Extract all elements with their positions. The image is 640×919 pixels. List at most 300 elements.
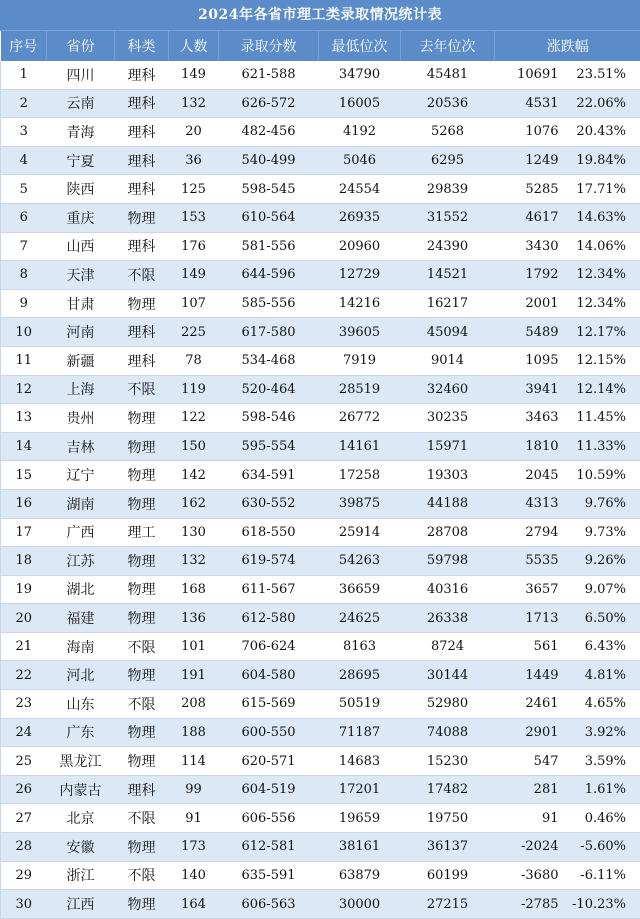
cell-index: 18 [1, 547, 47, 576]
cell-subject: 理工 [115, 518, 169, 547]
cell-count: 208 [169, 690, 219, 719]
cell-count: 132 [169, 547, 219, 576]
cell-province: 湖北 [47, 575, 115, 604]
cell-last-year-rank: 6295 [401, 146, 495, 175]
cell-count: 91 [169, 804, 219, 833]
cell-last-year-rank: 32460 [401, 375, 495, 404]
cell-min-rank: 34790 [319, 61, 401, 89]
cell-score-range: 606-556 [219, 804, 319, 833]
table-row [1, 747, 640, 776]
cell-province: 山西 [47, 232, 115, 261]
cell-subject: 物理 [115, 461, 169, 490]
cell-subject: 物理 [115, 661, 169, 690]
cell-change-amount: -3680 [495, 861, 561, 890]
cell-min-rank: 7919 [319, 346, 401, 375]
cell-subject: 不限 [115, 861, 169, 890]
table-row [1, 833, 640, 862]
table-row [1, 146, 640, 175]
cell-last-year-rank: 36137 [401, 833, 495, 862]
cell-change-percent: 20.43% [561, 118, 640, 147]
cell-subject: 不限 [115, 632, 169, 661]
cell-subject: 理科 [115, 775, 169, 804]
cell-min-rank: 28519 [319, 375, 401, 404]
cell-min-rank: 71187 [319, 718, 401, 747]
cell-last-year-rank: 14521 [401, 261, 495, 290]
cell-min-rank: 24554 [319, 175, 401, 204]
cell-index: 1 [1, 61, 47, 89]
cell-change-percent: 0.46% [561, 804, 640, 833]
cell-change-amount: 91 [495, 804, 561, 833]
cell-last-year-rank: 20536 [401, 89, 495, 118]
cell-last-year-rank: 15971 [401, 432, 495, 461]
cell-score-range: 520-464 [219, 375, 319, 404]
table-row [1, 575, 640, 604]
cell-index: 22 [1, 661, 47, 690]
cell-subject: 理科 [115, 318, 169, 347]
cell-index: 29 [1, 861, 47, 890]
cell-change-amount: 4531 [495, 89, 561, 118]
cell-index: 5 [1, 175, 47, 204]
cell-score-range: 600-550 [219, 718, 319, 747]
cell-province: 甘肃 [47, 289, 115, 318]
table-title: 2024年各省市理工类录取情况统计表 [0, 0, 640, 31]
cell-subject: 理科 [115, 146, 169, 175]
cell-count: 153 [169, 203, 219, 232]
cell-subject: 物理 [115, 404, 169, 433]
cell-subject: 物理 [115, 289, 169, 318]
cell-last-year-rank: 28708 [401, 518, 495, 547]
cell-count: 132 [169, 89, 219, 118]
cell-count: 101 [169, 632, 219, 661]
cell-province: 河北 [47, 661, 115, 690]
cell-change-percent: 23.51% [561, 61, 640, 89]
cell-count: 173 [169, 833, 219, 862]
cell-change-amount: 281 [495, 775, 561, 804]
cell-score-range: 644-596 [219, 261, 319, 290]
cell-min-rank: 12729 [319, 261, 401, 290]
cell-count: 107 [169, 289, 219, 318]
cell-count: 176 [169, 232, 219, 261]
cell-change-percent: 12.34% [561, 261, 640, 290]
cell-min-rank: 14161 [319, 432, 401, 461]
cell-score-range: 635-591 [219, 861, 319, 890]
cell-subject: 物理 [115, 604, 169, 633]
admission-table [0, 31, 640, 919]
cell-province: 北京 [47, 804, 115, 833]
cell-score-range: 482-456 [219, 118, 319, 147]
cell-change-amount: 2901 [495, 718, 561, 747]
cell-province: 海南 [47, 632, 115, 661]
cell-change-percent: 22.06% [561, 89, 640, 118]
cell-change-percent: -5.60% [561, 833, 640, 862]
cell-subject: 理科 [115, 118, 169, 147]
cell-count: 162 [169, 489, 219, 518]
cell-last-year-rank: 31552 [401, 203, 495, 232]
table-row [1, 775, 640, 804]
cell-score-range: 626-572 [219, 89, 319, 118]
cell-province: 陕西 [47, 175, 115, 204]
cell-min-rank: 8163 [319, 632, 401, 661]
cell-last-year-rank: 74088 [401, 718, 495, 747]
cell-count: 125 [169, 175, 219, 204]
cell-count: 78 [169, 346, 219, 375]
cell-last-year-rank: 19750 [401, 804, 495, 833]
cell-count: 188 [169, 718, 219, 747]
cell-change-percent: 6.50% [561, 604, 640, 633]
table-row [1, 861, 640, 890]
cell-min-rank: 4192 [319, 118, 401, 147]
table-row [1, 718, 640, 747]
cell-last-year-rank: 40316 [401, 575, 495, 604]
cell-min-rank: 24625 [319, 604, 401, 633]
cell-province: 上海 [47, 375, 115, 404]
cell-province: 内蒙古 [47, 775, 115, 804]
cell-subject: 物理 [115, 747, 169, 776]
cell-count: 149 [169, 261, 219, 290]
cell-min-rank: 39875 [319, 489, 401, 518]
cell-change-percent: 14.06% [561, 232, 640, 261]
cell-province: 江西 [47, 890, 115, 919]
cell-min-rank: 28695 [319, 661, 401, 690]
cell-subject: 物理 [115, 575, 169, 604]
cell-index: 2 [1, 89, 47, 118]
cell-subject: 理科 [115, 232, 169, 261]
cell-last-year-rank: 26338 [401, 604, 495, 633]
cell-last-year-rank: 27215 [401, 890, 495, 919]
cell-change-percent: 12.17% [561, 318, 640, 347]
cell-change-percent: 14.63% [561, 203, 640, 232]
cell-last-year-rank: 15230 [401, 747, 495, 776]
cell-index: 10 [1, 318, 47, 347]
cell-change-percent: 12.14% [561, 375, 640, 404]
cell-change-amount: 3430 [495, 232, 561, 261]
cell-change-amount: 2794 [495, 518, 561, 547]
cell-min-rank: 50519 [319, 690, 401, 719]
cell-score-range: 617-580 [219, 318, 319, 347]
cell-min-rank: 17258 [319, 461, 401, 490]
cell-score-range: 595-554 [219, 432, 319, 461]
cell-province: 安徽 [47, 833, 115, 862]
cell-subject: 理科 [115, 61, 169, 89]
cell-index: 27 [1, 804, 47, 833]
table-row [1, 461, 640, 490]
cell-subject: 理科 [115, 89, 169, 118]
cell-change-amount: 10691 [495, 61, 561, 89]
cell-score-range: 534-468 [219, 346, 319, 375]
cell-province: 浙江 [47, 861, 115, 890]
cell-last-year-rank: 5268 [401, 118, 495, 147]
cell-score-range: 540-499 [219, 146, 319, 175]
header-index: 序号 [1, 31, 47, 61]
cell-change-amount: 2461 [495, 690, 561, 719]
header-last-year-rank: 去年位次 [401, 31, 495, 61]
cell-index: 23 [1, 690, 47, 719]
cell-province: 福建 [47, 604, 115, 633]
cell-subject: 物理 [115, 718, 169, 747]
cell-subject: 物理 [115, 203, 169, 232]
cell-last-year-rank: 45481 [401, 61, 495, 89]
cell-last-year-rank: 44188 [401, 489, 495, 518]
cell-index: 9 [1, 289, 47, 318]
cell-score-range: 615-569 [219, 690, 319, 719]
cell-province: 黑龙江 [47, 747, 115, 776]
cell-change-percent: 4.81% [561, 661, 640, 690]
table-row [1, 632, 640, 661]
cell-min-rank: 26772 [319, 404, 401, 433]
cell-score-range: 619-574 [219, 547, 319, 576]
cell-min-rank: 19659 [319, 804, 401, 833]
cell-change-percent: 9.76% [561, 489, 640, 518]
cell-change-amount: 3657 [495, 575, 561, 604]
cell-index: 24 [1, 718, 47, 747]
cell-min-rank: 20960 [319, 232, 401, 261]
cell-province: 天津 [47, 261, 115, 290]
cell-change-percent: 9.73% [561, 518, 640, 547]
cell-change-amount: 561 [495, 632, 561, 661]
cell-index: 28 [1, 833, 47, 862]
cell-change-percent: -6.11% [561, 861, 640, 890]
cell-count: 122 [169, 404, 219, 433]
cell-change-percent: 12.15% [561, 346, 640, 375]
cell-last-year-rank: 19303 [401, 461, 495, 490]
cell-province: 新疆 [47, 346, 115, 375]
table-row [1, 346, 640, 375]
cell-score-range: 620-571 [219, 747, 319, 776]
cell-province: 广东 [47, 718, 115, 747]
cell-change-amount: 1810 [495, 432, 561, 461]
cell-count: 114 [169, 747, 219, 776]
cell-count: 164 [169, 890, 219, 919]
cell-count: 130 [169, 518, 219, 547]
cell-province: 辽宁 [47, 461, 115, 490]
cell-change-percent: 6.43% [561, 632, 640, 661]
cell-change-percent: 11.33% [561, 432, 640, 461]
cell-change-percent: 9.07% [561, 575, 640, 604]
cell-score-range: 611-567 [219, 575, 319, 604]
cell-subject: 不限 [115, 375, 169, 404]
table-row [1, 175, 640, 204]
cell-province: 青海 [47, 118, 115, 147]
cell-min-rank: 26935 [319, 203, 401, 232]
table-row [1, 804, 640, 833]
cell-index: 4 [1, 146, 47, 175]
cell-index: 26 [1, 775, 47, 804]
cell-change-percent: 4.65% [561, 690, 640, 719]
cell-min-rank: 14216 [319, 289, 401, 318]
cell-min-rank: 54263 [319, 547, 401, 576]
cell-score-range: 706-624 [219, 632, 319, 661]
cell-min-rank: 30000 [319, 890, 401, 919]
cell-score-range: 630-552 [219, 489, 319, 518]
table-row [1, 89, 640, 118]
cell-last-year-rank: 17482 [401, 775, 495, 804]
cell-count: 225 [169, 318, 219, 347]
header-province: 省份 [47, 31, 115, 61]
cell-count: 142 [169, 461, 219, 490]
cell-score-range: 598-545 [219, 175, 319, 204]
cell-subject: 物理 [115, 547, 169, 576]
cell-min-rank: 25914 [319, 518, 401, 547]
cell-index: 6 [1, 203, 47, 232]
cell-score-range: 585-556 [219, 289, 319, 318]
cell-score-range: 604-580 [219, 661, 319, 690]
cell-province: 江苏 [47, 547, 115, 576]
cell-min-rank: 14683 [319, 747, 401, 776]
cell-change-amount: -2024 [495, 833, 561, 862]
cell-change-amount: 5285 [495, 175, 561, 204]
cell-index: 12 [1, 375, 47, 404]
cell-change-percent: 17.71% [561, 175, 640, 204]
cell-subject: 物理 [115, 890, 169, 919]
header-min-rank: 最低位次 [319, 31, 401, 61]
cell-count: 140 [169, 861, 219, 890]
cell-subject: 物理 [115, 489, 169, 518]
table-row [1, 661, 640, 690]
table-row [1, 232, 640, 261]
cell-score-range: 581-556 [219, 232, 319, 261]
cell-index: 19 [1, 575, 47, 604]
cell-subject: 物理 [115, 432, 169, 461]
cell-last-year-rank: 59798 [401, 547, 495, 576]
cell-subject: 不限 [115, 690, 169, 719]
cell-last-year-rank: 29839 [401, 175, 495, 204]
cell-min-rank: 38161 [319, 833, 401, 862]
cell-change-amount: 547 [495, 747, 561, 776]
cell-count: 20 [169, 118, 219, 147]
table-row [1, 261, 640, 290]
cell-min-rank: 36659 [319, 575, 401, 604]
cell-change-amount: 1076 [495, 118, 561, 147]
table-row [1, 604, 640, 633]
cell-change-amount: 1713 [495, 604, 561, 633]
cell-province: 吉林 [47, 432, 115, 461]
cell-province: 宁夏 [47, 146, 115, 175]
cell-change-amount: 3941 [495, 375, 561, 404]
cell-index: 15 [1, 461, 47, 490]
table-row [1, 432, 640, 461]
cell-score-range: 606-563 [219, 890, 319, 919]
cell-index: 13 [1, 404, 47, 433]
cell-score-range: 621-588 [219, 61, 319, 89]
cell-change-percent: 3.92% [561, 718, 640, 747]
cell-subject: 理科 [115, 175, 169, 204]
table-row [1, 404, 640, 433]
cell-count: 191 [169, 661, 219, 690]
cell-count: 168 [169, 575, 219, 604]
cell-score-range: 610-564 [219, 203, 319, 232]
cell-count: 99 [169, 775, 219, 804]
cell-change-percent: 12.34% [561, 289, 640, 318]
cell-change-amount: 1449 [495, 661, 561, 690]
table-row [1, 289, 640, 318]
cell-change-percent: 9.26% [561, 547, 640, 576]
cell-change-amount: 1249 [495, 146, 561, 175]
cell-change-amount: 2001 [495, 289, 561, 318]
cell-min-rank: 63879 [319, 861, 401, 890]
cell-province: 四川 [47, 61, 115, 89]
cell-min-rank: 5046 [319, 146, 401, 175]
cell-province: 云南 [47, 89, 115, 118]
cell-index: 14 [1, 432, 47, 461]
cell-last-year-rank: 24390 [401, 232, 495, 261]
cell-last-year-rank: 30235 [401, 404, 495, 433]
cell-index: 17 [1, 518, 47, 547]
cell-change-percent: 11.45% [561, 404, 640, 433]
cell-index: 21 [1, 632, 47, 661]
table-row [1, 61, 640, 89]
cell-last-year-rank: 8724 [401, 632, 495, 661]
cell-last-year-rank: 60199 [401, 861, 495, 890]
cell-score-range: 618-550 [219, 518, 319, 547]
cell-last-year-rank: 52980 [401, 690, 495, 719]
cell-count: 149 [169, 61, 219, 89]
table-row [1, 547, 640, 576]
table-row [1, 489, 640, 518]
cell-change-percent: 10.59% [561, 461, 640, 490]
cell-change-percent: 3.59% [561, 747, 640, 776]
cell-score-range: 634-591 [219, 461, 319, 490]
cell-subject: 理科 [115, 346, 169, 375]
cell-index: 25 [1, 747, 47, 776]
header-row [1, 31, 640, 61]
cell-province: 广西 [47, 518, 115, 547]
cell-subject: 不限 [115, 261, 169, 290]
cell-province: 贵州 [47, 404, 115, 433]
cell-index: 30 [1, 890, 47, 919]
cell-score-range: 612-580 [219, 604, 319, 633]
table-row [1, 890, 640, 919]
table-row [1, 690, 640, 719]
cell-province: 山东 [47, 690, 115, 719]
cell-change-percent: -10.23% [561, 890, 640, 919]
cell-change-amount: 5535 [495, 547, 561, 576]
cell-count: 136 [169, 604, 219, 633]
cell-change-amount: 4617 [495, 203, 561, 232]
cell-index: 3 [1, 118, 47, 147]
cell-change-amount: 3463 [495, 404, 561, 433]
table-row [1, 318, 640, 347]
cell-province: 河南 [47, 318, 115, 347]
cell-count: 119 [169, 375, 219, 404]
cell-last-year-rank: 45094 [401, 318, 495, 347]
cell-last-year-rank: 30144 [401, 661, 495, 690]
cell-min-rank: 39605 [319, 318, 401, 347]
header-score-range: 录取分数 [219, 31, 319, 61]
cell-count: 36 [169, 146, 219, 175]
cell-change-amount: 4313 [495, 489, 561, 518]
table-row [1, 375, 640, 404]
table-row [1, 118, 640, 147]
header-change: 涨跌幅 [495, 31, 640, 61]
cell-change-percent: 1.61% [561, 775, 640, 804]
cell-last-year-rank: 9014 [401, 346, 495, 375]
cell-index: 7 [1, 232, 47, 261]
cell-last-year-rank: 16217 [401, 289, 495, 318]
cell-score-range: 598-546 [219, 404, 319, 433]
header-count: 人数 [169, 31, 219, 61]
cell-subject: 不限 [115, 804, 169, 833]
cell-min-rank: 17201 [319, 775, 401, 804]
cell-min-rank: 16005 [319, 89, 401, 118]
table-row [1, 518, 640, 547]
cell-score-range: 612-581 [219, 833, 319, 862]
cell-change-amount: -2785 [495, 890, 561, 919]
cell-change-amount: 1095 [495, 346, 561, 375]
cell-change-amount: 2045 [495, 461, 561, 490]
header-subject: 科类 [115, 31, 169, 61]
cell-index: 16 [1, 489, 47, 518]
cell-count: 150 [169, 432, 219, 461]
